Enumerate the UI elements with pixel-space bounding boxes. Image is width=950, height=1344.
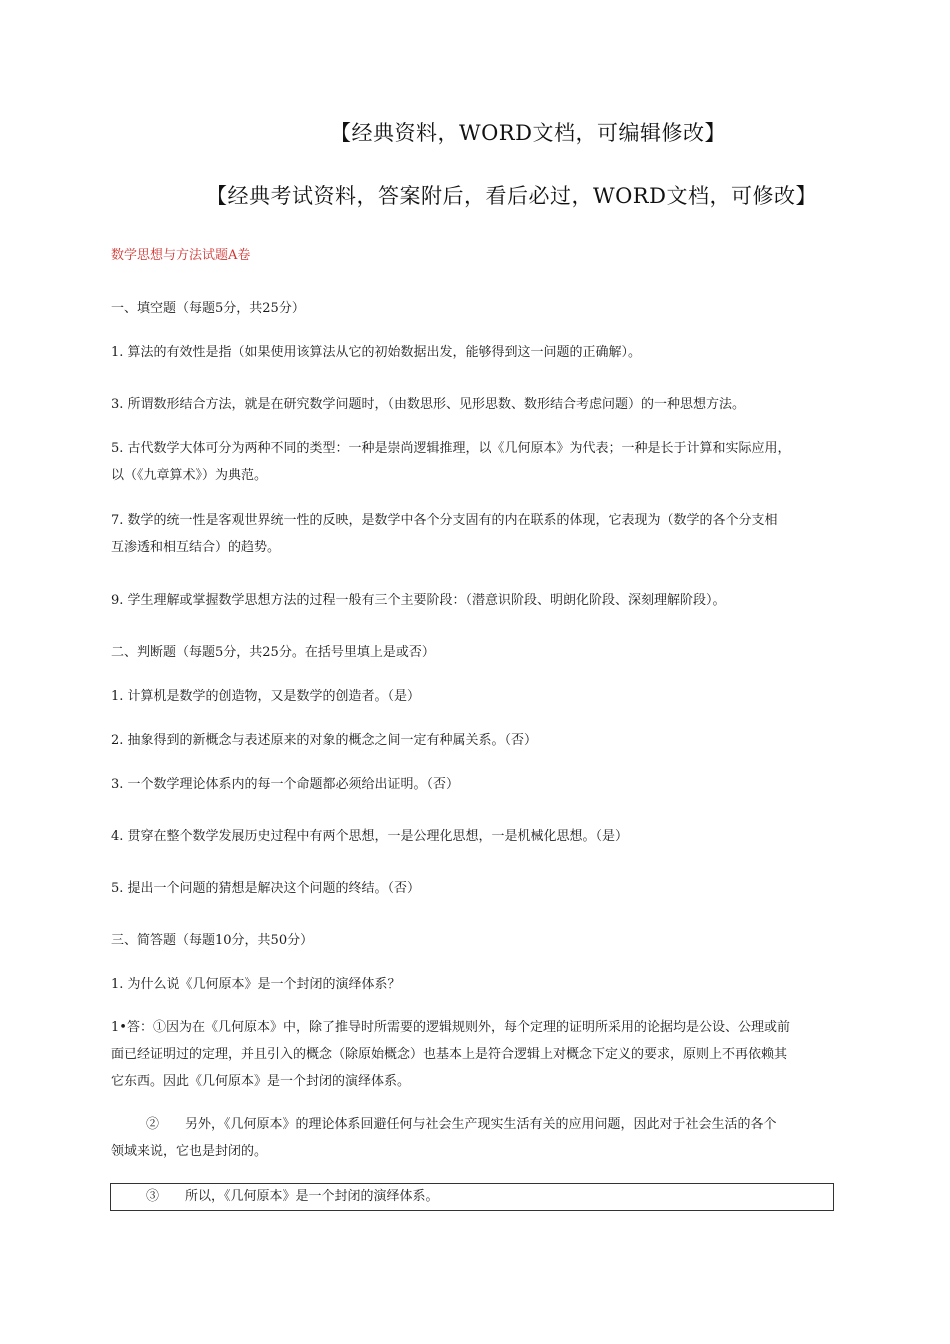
- answer2-line2: 领域来说，它也是封闭的。: [111, 1144, 268, 1159]
- answer2-line1: ② 另外，《几何原本》的理论体系回避任何与社会生产现实生活有关的应用问题，因此对于社会生活的各个: [146, 1117, 777, 1132]
- section1-q5-line2: 以（《九章算术》）为典范。: [111, 468, 268, 483]
- section3-q1: 1. 为什么说《几何原本》是一个封闭的演绎体系？: [111, 977, 401, 992]
- section1-q7-line1: 7. 数学的统一性是客观世界统一性的反映，是数学中各个分支固有的内在联系的体现，它表现为（数学的各个分支相: [111, 513, 778, 528]
- section2-q2: 2. 抽象得到的新概念与表述原来的对象的概念之间一定有种属关系。（否）: [111, 733, 538, 748]
- section2-q1: 1. 计算机是数学的创造物，又是数学的创造者。（是）: [111, 689, 421, 704]
- section1-q5-line1: 5. 古代数学大体可分为两种不同的类型：一种是崇尚逻辑推理，以《几何原本》为代表；一种是长于计算和实际应用，: [111, 441, 791, 456]
- section2-q5: 5. 提出一个问题的猜想是解决这个问题的终结。（否）: [111, 881, 421, 896]
- section1-q3: 3. 所谓数形结合方法，就是在研究数学问题时，（由数思形、见形思数、数形结合考虑问题）的一种思想方法。: [111, 397, 746, 412]
- section1-heading: 一、填空题（每题5分，共25分）: [111, 301, 305, 316]
- section1-q9: 9. 学生理解或掌握数学思想方法的过程一般有三个主要阶段：（潜意识阶段、明朗化阶段、深刻理解阶段）。: [111, 593, 726, 608]
- banner-line-2: 【经典考试资料，答案附后，看后必过，WORD文档，可修改】: [206, 184, 817, 208]
- banner-line-1: 【经典资料，WORD文档，可编辑修改】: [330, 121, 726, 145]
- section2-q3: 3. 一个数学理论体系内的每一个命题都必须给出证明。（否）: [111, 777, 460, 792]
- answer1-line3: 它东西。因此《几何原本》是一个封闭的演绎体系。: [111, 1074, 411, 1089]
- answer3-box: [110, 1183, 834, 1211]
- section2-q4: 4. 贯穿在整个数学发展历史过程中有两个思想，一是公理化思想，一是机械化思想。（是）: [111, 829, 629, 844]
- section1-q7-line2: 互渗透和相互结合）的趋势。: [111, 540, 281, 555]
- doc-title: 数学思想与方法试题A卷: [111, 248, 251, 263]
- section2-heading: 二、判断题（每题5分，共25分。在括号里填上是或否）: [111, 645, 435, 660]
- answer3-text: ③ 所以，《几何原本》是一个封闭的演绎体系。: [146, 1189, 439, 1204]
- answer1-line2: 面已经证明过的定理，并且引入的概念（除原始概念）也基本上是符合逻辑上对概念下定义的要求，原则上不再依赖其: [111, 1047, 788, 1062]
- answer1-line1: 1•答：①因为在《几何原本》中，除了推导时所需要的逻辑规则外，每个定理的证明所采用的论据均是公设、公理或前: [111, 1020, 790, 1035]
- section3-heading: 三、简答题（每题10分，共50分）: [111, 933, 314, 948]
- section1-q1: 1. 算法的有效性是指（如果使用该算法从它的初始数据出发，能够得到这一问题的正确解）。: [111, 345, 642, 360]
